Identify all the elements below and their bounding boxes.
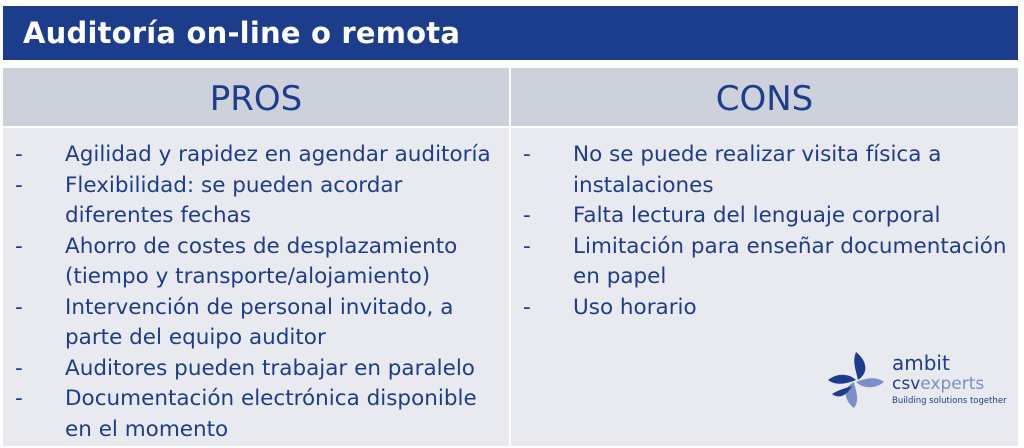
list-item-text: Auditores pueden trabajar en paralelo: [65, 355, 475, 381]
bullet-dash: -: [523, 203, 531, 228]
list-item-text: Agilidad y rapidez en agendar auditoría: [65, 142, 491, 167]
list-item: [3, 140, 501, 171]
bullet-dash: -: [523, 233, 531, 259]
cons-header: [511, 68, 1018, 126]
cons-list: [511, 140, 1010, 323]
pros-list: [3, 140, 501, 445]
bullet-dash: -: [523, 142, 531, 167]
list-item: [511, 232, 1010, 293]
bullet-dash: -: [15, 355, 23, 381]
list-item-text: No se puede realizar visita física a instalaciones: [573, 142, 942, 198]
pros-cell: [3, 128, 509, 446]
bullet-dash: -: [15, 233, 23, 259]
bullet-dash: -: [15, 142, 23, 167]
list-item: [3, 354, 501, 385]
list-item-text: Limitación para enseñar documentación en papel: [573, 233, 1007, 289]
list-item-text: Intervención de personal invitado, a parte del equipo auditor: [65, 294, 454, 350]
logo-sub-a: csv: [892, 374, 921, 394]
list-item-text: Uso horario: [573, 294, 697, 320]
logo-subtitle: [892, 374, 984, 394]
logo-sub-b: experts: [920, 374, 985, 394]
list-item: [3, 232, 501, 293]
logo-tagline: Building solutions together: [892, 396, 1007, 406]
list-item: [3, 384, 501, 445]
title-bar: [3, 6, 1018, 60]
ambit-logo: [826, 350, 1007, 410]
pros-header: [3, 68, 509, 126]
list-item: [3, 171, 501, 232]
list-item-text: Flexibilidad: se pueden acordar diferentes fechas: [65, 172, 403, 228]
bullet-dash: -: [15, 294, 23, 320]
cons-heading: CONS: [715, 79, 814, 119]
list-item: [3, 293, 501, 354]
list-item: [511, 293, 1010, 324]
list-item-text: Documentación electrónica disponible en el momento: [65, 386, 477, 442]
list-item-text: Ahorro de costes de desplazamiento (tiempo y transporte/alojamiento): [65, 233, 458, 289]
logo-name: ambit: [892, 351, 950, 375]
bullet-dash: -: [15, 172, 23, 198]
list-item: [511, 201, 1010, 232]
bullet-dash: -: [15, 386, 23, 411]
list-item-text: Falta lectura del lenguaje corporal: [573, 203, 941, 228]
page-title: Auditoría on-line o remota: [23, 16, 461, 50]
ambit-logo-mark-icon: [826, 350, 886, 410]
pros-heading: PROS: [209, 79, 303, 119]
list-item: [511, 140, 1010, 201]
bullet-dash: -: [523, 294, 531, 320]
